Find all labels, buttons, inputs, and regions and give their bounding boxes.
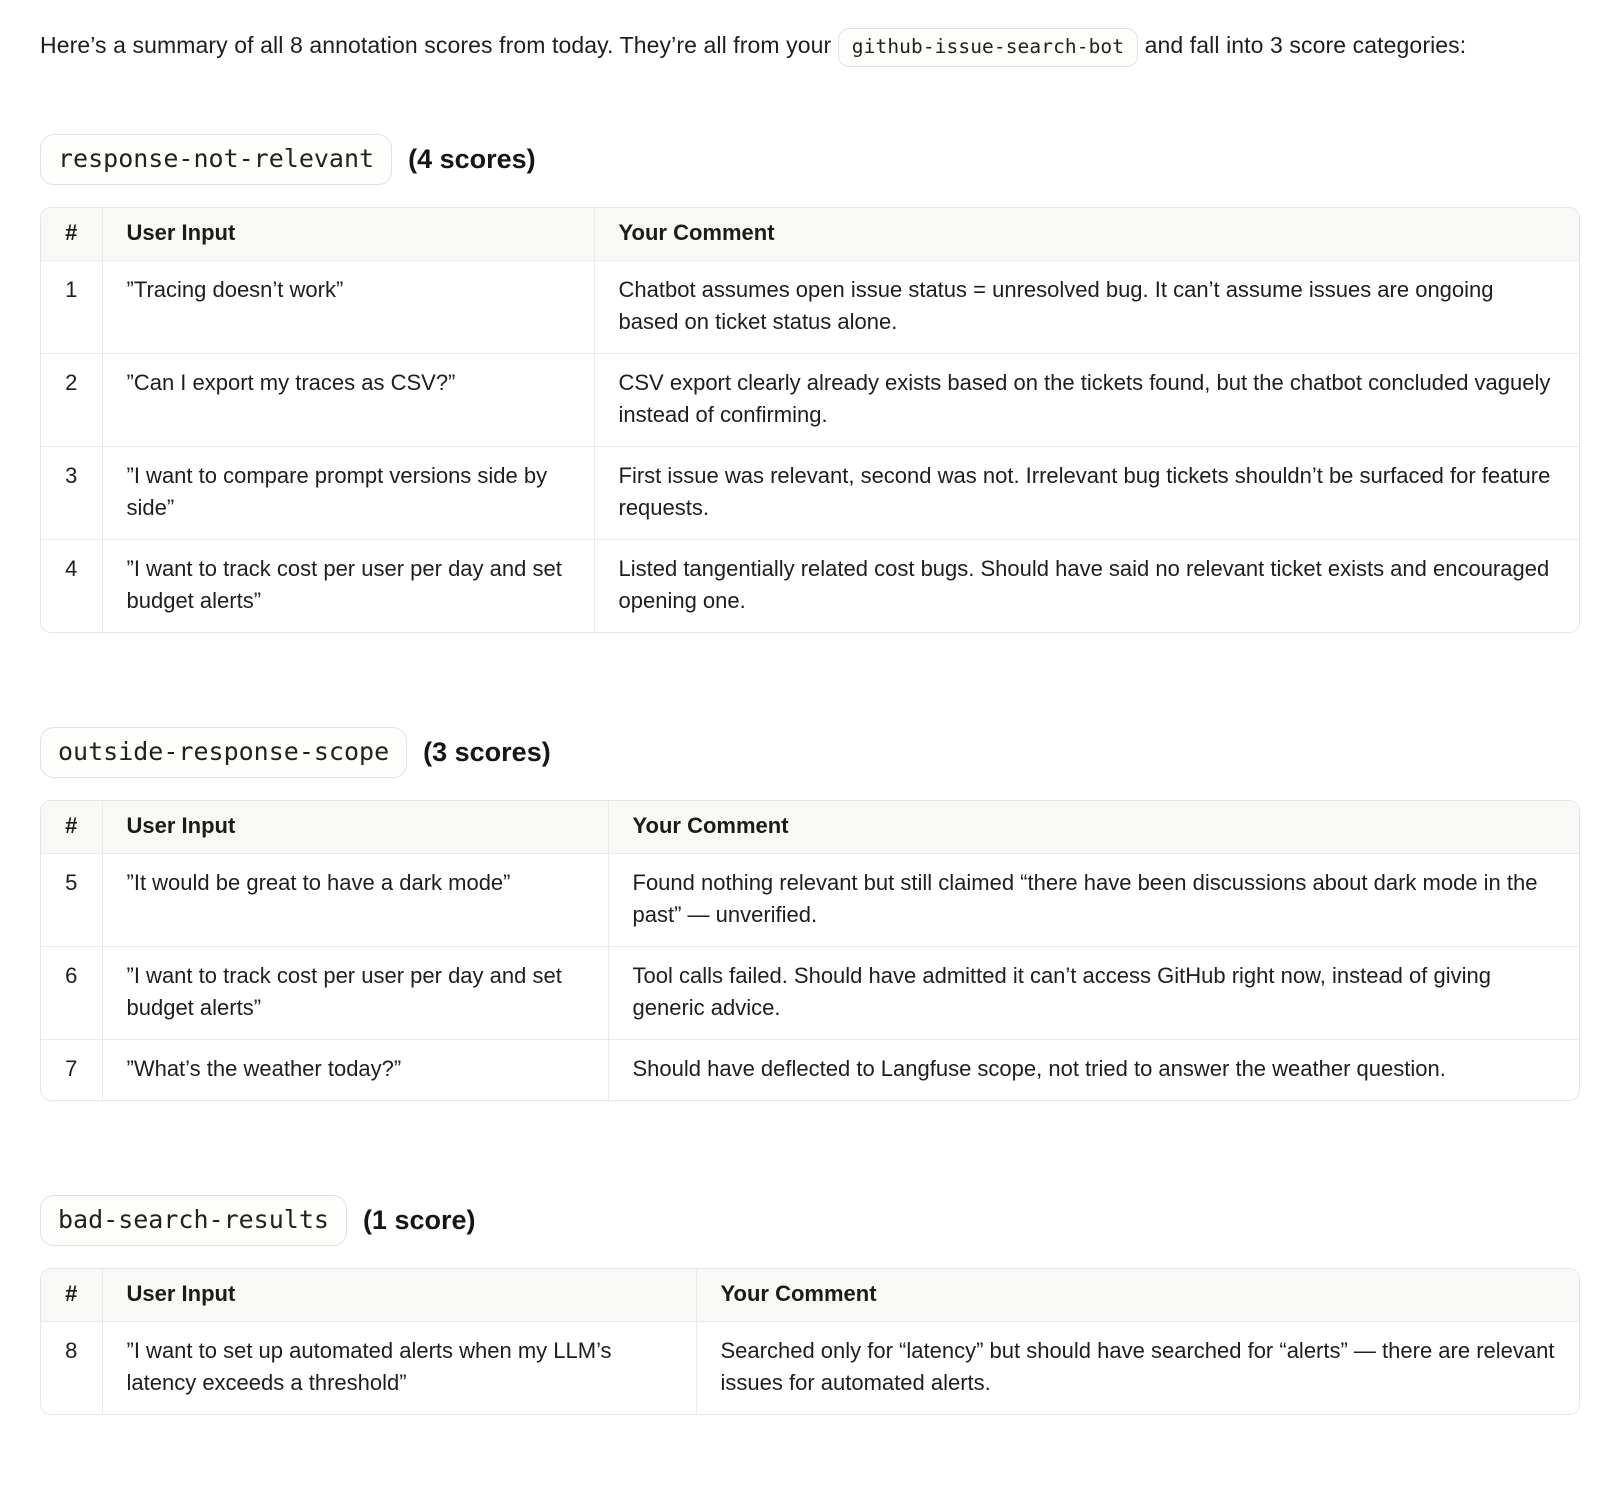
user-input-cell: ”It would be great to have a dark mode” xyxy=(102,854,608,947)
intro-text-before: Here’s a summary of all 8 annotation scores from today. They’re all from your xyxy=(40,32,838,58)
column-header-user-input: User Input xyxy=(102,801,608,854)
table-row xyxy=(41,354,1579,447)
section-heading-bad-search-results xyxy=(40,1195,1580,1246)
user-input-cell: ”What’s the weather today?” xyxy=(102,1040,608,1101)
user-input-cell: ”I want to compare prompt versions side by side” xyxy=(102,447,594,540)
column-header-number: # xyxy=(41,208,102,261)
row-number-cell: 4 xyxy=(41,540,102,633)
column-header-user-input: User Input xyxy=(102,1269,696,1322)
user-input-cell: ”I want to track cost per user per day and set budget alerts” xyxy=(102,540,594,633)
comment-cell: Tool calls failed. Should have admitted it can’t access GitHub right now, instead of giving generic advice. xyxy=(608,947,1579,1040)
user-input-cell: ”I want to track cost per user per day and set budget alerts” xyxy=(102,947,608,1040)
section-heading-response-not-relevant xyxy=(40,134,1580,185)
table-row xyxy=(41,1322,1579,1415)
column-header-your-comment: Your Comment xyxy=(594,208,1579,261)
comment-cell: Found nothing relevant but still claimed “there have been discussions about dark mode in the past” — unverified. xyxy=(608,854,1579,947)
table-row xyxy=(41,447,1579,540)
scores-table-bad-search-results xyxy=(40,1268,1580,1415)
user-input-cell: ”Tracing doesn’t work” xyxy=(102,261,594,354)
row-number-cell: 8 xyxy=(41,1322,102,1415)
user-input-cell: ”I want to set up automated alerts when my LLM’s latency exceeds a threshold” xyxy=(102,1322,696,1415)
comment-cell: First issue was relevant, second was not. Irrelevant bug tickets shouldn’t be surfaced for feature requests. xyxy=(594,447,1579,540)
scores-table-response-not-relevant xyxy=(40,207,1580,633)
intro-text-after: and fall into 3 score categories: xyxy=(1138,32,1467,58)
score-count-label: (3 scores) xyxy=(423,737,551,767)
table-header-row xyxy=(41,801,1579,854)
column-header-your-comment: Your Comment xyxy=(696,1269,1579,1322)
comment-cell: Searched only for “latency” but should have searched for “alerts” — there are relevant issues for automated alerts. xyxy=(696,1322,1579,1415)
row-number-cell: 3 xyxy=(41,447,102,540)
score-category-badge: bad-search-results xyxy=(40,1195,347,1246)
column-header-number: # xyxy=(41,801,102,854)
table-header-row xyxy=(41,208,1579,261)
row-number-cell: 1 xyxy=(41,261,102,354)
comment-cell: Chatbot assumes open issue status = unresolved bug. It can’t assume issues are ongoing based on ticket status alone. xyxy=(594,261,1579,354)
table-row xyxy=(41,947,1579,1040)
agent-name-code-badge: github-issue-search-bot xyxy=(838,28,1138,67)
column-header-number: # xyxy=(41,1269,102,1322)
row-number-cell: 2 xyxy=(41,354,102,447)
user-input-cell: ”Can I export my traces as CSV?” xyxy=(102,354,594,447)
comment-cell: Should have deflected to Langfuse scope, not tried to answer the weather question. xyxy=(608,1040,1579,1101)
intro-text xyxy=(40,22,1560,68)
table-row xyxy=(41,261,1579,354)
table-row xyxy=(41,540,1579,633)
row-number-cell: 7 xyxy=(41,1040,102,1101)
score-category-badge: response-not-relevant xyxy=(40,134,392,185)
section-heading-outside-response-scope xyxy=(40,727,1580,778)
comment-cell: Listed tangentially related cost bugs. Should have said no relevant ticket exists and encouraged opening one. xyxy=(594,540,1579,633)
table-header-row xyxy=(41,1269,1579,1322)
scores-table-outside-response-scope xyxy=(40,800,1580,1101)
score-count-label: (1 score) xyxy=(362,1205,476,1235)
table-row xyxy=(41,1040,1579,1101)
row-number-cell: 5 xyxy=(41,854,102,947)
score-category-badge: outside-response-scope xyxy=(40,727,407,778)
table-row xyxy=(41,854,1579,947)
comment-cell: CSV export clearly already exists based on the tickets found, but the chatbot concluded vaguely instead of confirming. xyxy=(594,354,1579,447)
row-number-cell: 6 xyxy=(41,947,102,1040)
column-header-your-comment: Your Comment xyxy=(608,801,1579,854)
score-count-label: (4 scores) xyxy=(408,144,536,174)
column-header-user-input: User Input xyxy=(102,208,594,261)
